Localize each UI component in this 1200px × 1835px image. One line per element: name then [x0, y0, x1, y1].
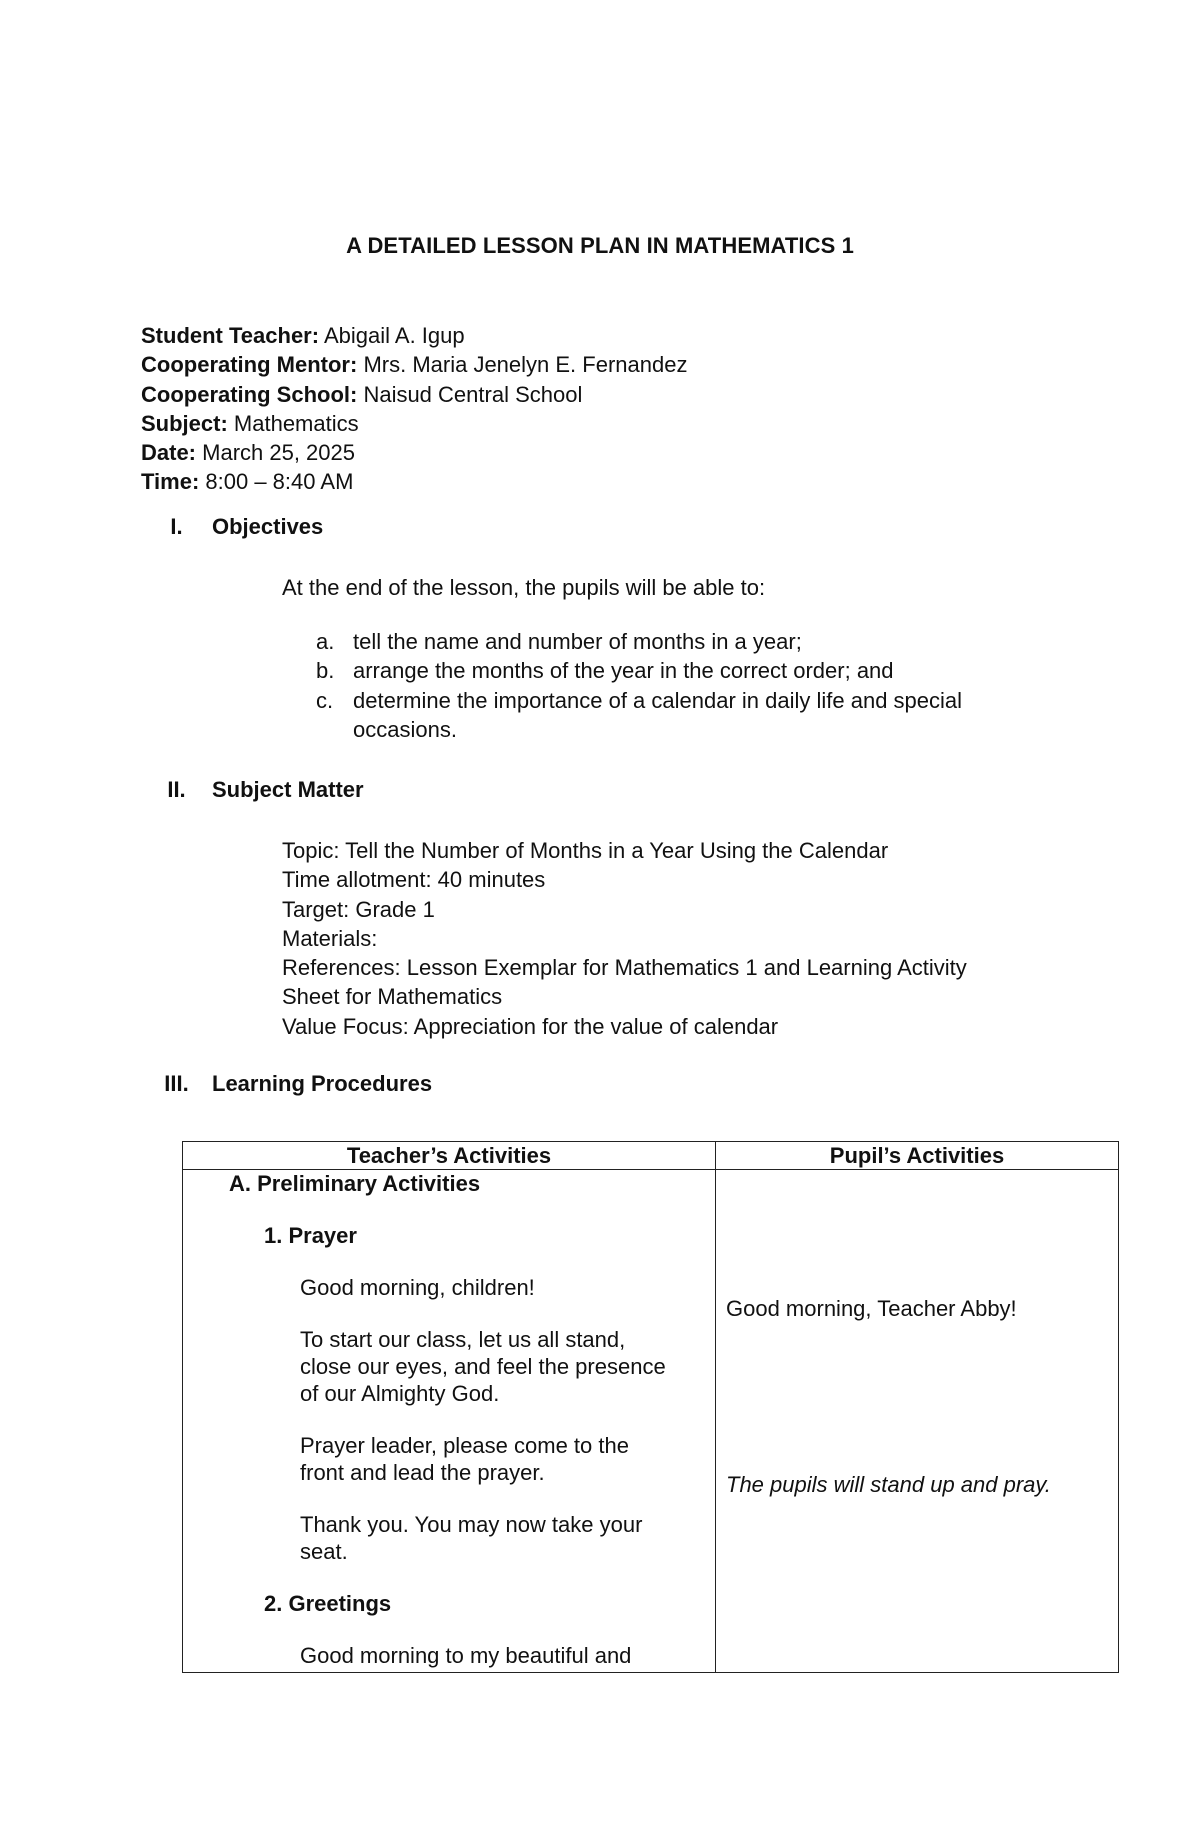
- teacher-line: Good morning to my beautiful and: [300, 1643, 632, 1668]
- teacher-line: seat.: [300, 1539, 348, 1564]
- info-subject: Subject: Mathematics: [141, 410, 359, 436]
- teacher-activities-cell: [183, 1170, 716, 1673]
- subject-matter-details: [282, 836, 967, 1041]
- section-objectives-heading: I. Objectives: [170, 514, 324, 539]
- prayer-heading: 1. Prayer: [264, 1223, 357, 1248]
- subject-time-allotment: Time allotment: 40 minutes: [282, 867, 546, 893]
- procedures-table: [182, 1141, 1119, 1673]
- subject-target: Target: Grade 1: [282, 896, 435, 922]
- section-procedures-heading: III. Learning Procedures: [164, 1071, 433, 1096]
- teacher-line: of our Almighty God.: [300, 1381, 500, 1406]
- lesson-info: [141, 321, 687, 497]
- subject-references-cont: Sheet for Mathematics: [282, 984, 503, 1010]
- pupil-greeting-response: Good morning, Teacher Abby!: [726, 1296, 1017, 1321]
- preliminary-activities-heading: A. Preliminary Activities: [229, 1171, 481, 1196]
- teacher-line: close our eyes, and feel the presence: [300, 1354, 666, 1379]
- header-pupil-activities: Pupil’s Activities: [716, 1142, 1119, 1170]
- table-row: [183, 1170, 1119, 1673]
- subject-references: References: Lesson Exemplar for Mathematics 1 and Learning Activity: [282, 955, 967, 981]
- teacher-line: To start our class, let us all stand,: [300, 1327, 626, 1352]
- objective-item: c. determine the importance of a calendar in daily life and special occasions.: [316, 687, 963, 742]
- info-cooperating-school: Cooperating School: Naisud Central School: [141, 381, 583, 407]
- document-title: A DETAILED LESSON PLAN IN MATHEMATICS 1: [346, 233, 854, 258]
- teacher-line: Prayer leader, please come to the: [300, 1433, 629, 1458]
- teacher-line: Good morning, children!: [300, 1275, 535, 1300]
- pupil-activities-cell: [716, 1170, 1119, 1673]
- pupil-prayer-action: The pupils will stand up and pray.: [726, 1472, 1051, 1497]
- objective-item: b. arrange the months of the year in the correct order; and: [316, 658, 894, 684]
- table-header-row: [183, 1142, 1119, 1170]
- info-date: Date: March 25, 2025: [141, 440, 355, 466]
- objectives-intro: At the end of the lesson, the pupils will be able to:: [282, 575, 766, 600]
- objectives-list: [316, 627, 1036, 744]
- section-subject-matter-heading: II. Subject Matter: [167, 777, 364, 802]
- info-student-teacher: Student Teacher: Abigail A. Igup: [141, 323, 465, 348]
- objective-item: a. tell the name and number of months in a year;: [316, 629, 802, 654]
- info-cooperating-mentor: Cooperating Mentor: Mrs. Maria Jenelyn E. Fernandez: [141, 352, 688, 378]
- subject-topic: Topic: Tell the Number of Months in a Year Using the Calendar: [282, 838, 889, 863]
- header-teacher-activities: Teacher’s Activities: [183, 1142, 716, 1170]
- subject-materials: Materials:: [282, 925, 378, 951]
- greetings-heading: 2. Greetings: [264, 1591, 392, 1616]
- subject-value-focus: Value Focus: Appreciation for the value of calendar: [282, 1013, 779, 1039]
- info-time: Time: 8:00 – 8:40 AM: [141, 469, 354, 495]
- teacher-line: Thank you. You may now take your: [300, 1512, 643, 1537]
- teacher-line: front and lead the prayer.: [300, 1460, 545, 1485]
